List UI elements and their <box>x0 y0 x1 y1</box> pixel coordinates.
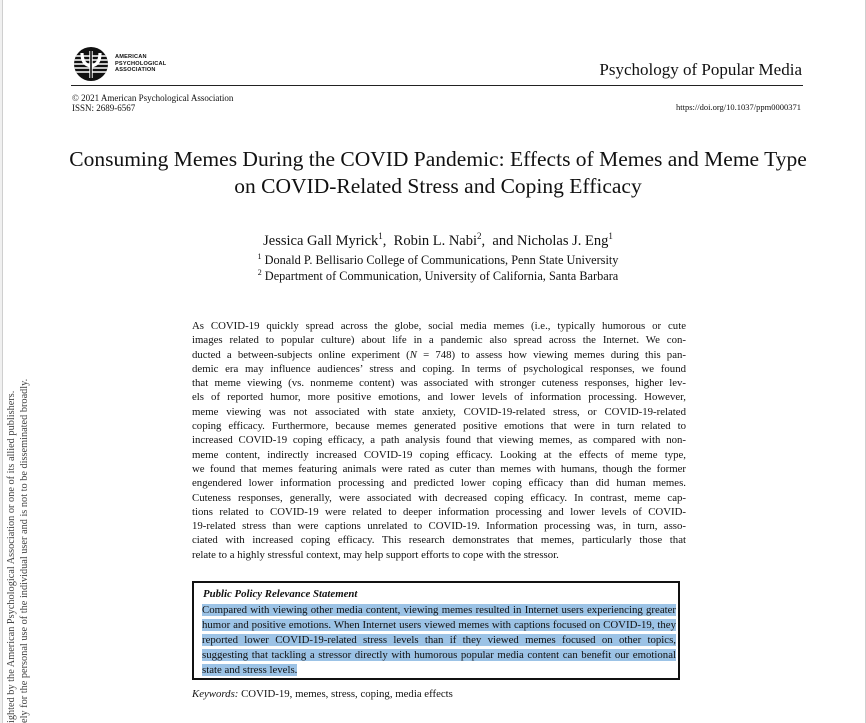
apa-logo <box>73 46 166 82</box>
logo-text-line: PSYCHOLOGICAL <box>115 60 167 67</box>
apa-logo-icon <box>73 46 109 82</box>
logo-text-line: AMERICAN <box>115 54 147 61</box>
logo-text-line: ASSOCIATION <box>115 67 156 74</box>
author-affiliation-marker: 1 <box>378 231 383 241</box>
abstract-line: that meme viewing (vs. nonmeme content) was associated with stronger cuteness responses, higher lev- <box>192 377 686 390</box>
paper-page <box>2 0 866 723</box>
keywords-label: Keywords: <box>192 688 239 700</box>
author-affiliation-marker: 2 <box>477 231 482 241</box>
copyright-line: © 2021 American Psychological Association <box>72 93 234 103</box>
abstract-line: Cuteness responses, generally, were associated with decreased coping efficacy. In contrast, meme cap- <box>192 491 686 504</box>
doi-link[interactable]: https://doi.org/10.1037/ppm0000371 <box>676 102 801 112</box>
abstract-line: demic era may influence audiences’ stress and coping. In terms of psychological responses, we found <box>192 362 686 375</box>
affiliation <box>63 268 813 284</box>
affiliation <box>63 252 813 268</box>
copyright-side-notice <box>5 379 31 723</box>
selected-text[interactable]: Compared with viewing other media content, viewing memes resulted in Internet users experiencing greater humor and positive emotions. When Internet users viewed memes with captions focused on COVID-19, they reported lower COVID-19-related stress levels than if they viewed memes focused on other topics, suggesting that tackling a stressor directly with humorous popular media content can benefit our emotional state and stress levels. <box>202 604 676 676</box>
abstract-line: As COVID-19 quickly spread across the globe, social media memes (i.e., typically humorous or cute <box>192 320 686 332</box>
header-divider <box>71 85 803 86</box>
abstract <box>192 319 686 562</box>
issn-line: ISSN: 2689-6567 <box>72 103 136 113</box>
author-separator: , <box>382 233 394 249</box>
abstract-line: engendered lower information processing and predicted lower coping efficacy than did human memes. <box>192 477 686 490</box>
abstract-line: meme viewing was not associated with state anxiety, COVID-19-related stress, or COVID-19-related <box>192 405 686 418</box>
public-policy-relevance-box <box>192 581 680 680</box>
abstract-line: meme content, indirectly increased COVID-19 coping efficacy. Looking at the effects of meme type, <box>192 448 686 461</box>
side-notice-line: ely for the personal use of the individual user and is not to be disseminated broadly. <box>19 378 30 723</box>
apa-logo-wordmark <box>115 54 166 73</box>
keywords-list: COVID-19, memes, stress, coping, media effects <box>241 688 453 700</box>
abstract-line: images related to popular culture) about life in a pandemic also spread across the Internet. We con- <box>192 334 686 347</box>
copyright-block <box>72 93 233 113</box>
affiliation-text: Department of Communication, University of California, Santa Barbara <box>261 269 619 283</box>
keywords <box>192 688 453 700</box>
abstract-line: coping efficacy. Furthermore, because memes generated positive emotions that were in turn related to <box>192 420 686 433</box>
abstract-line: ducted a between-subjects online experiment (N = 748) to assess how viewing memes during this pan- <box>192 348 686 361</box>
author-name: Jessica Gall Myrick <box>263 233 379 249</box>
side-notice-line: ighted by the American Psychological Association or one of its allied publishers. <box>6 390 17 723</box>
relevance-title: Public Policy Relevance Statement <box>203 588 358 600</box>
author-name: Robin L. Nabi <box>393 233 478 249</box>
abstract-line: tions related to COVID-19 were related to deeper information processing and lower levels of COVID- <box>192 505 686 518</box>
relevance-statement[interactable] <box>202 603 676 678</box>
abstract-line: increased COVID-19 coping efficacy, a path analysis found that viewing memes, as compared with non- <box>192 434 686 447</box>
abstract-line: relate to a highly stressful context, may help support efforts to cope with the stressor. <box>192 548 559 561</box>
affiliation-list <box>63 252 813 284</box>
author-list <box>63 232 813 250</box>
abstract-line: 19-related stress than were captions unrelated to COVID-19. Information processing was, in turn, asso- <box>192 520 686 533</box>
abstract-line: we found that memes featuring animals were rated as cuter than memes with humans, though the former <box>192 462 686 475</box>
affiliation-number: 1 <box>257 252 262 261</box>
abstract-line: els of reported humor, more positive emotions, and lower levels of information processing. However, <box>192 391 686 404</box>
author-name: and Nicholas J. Eng <box>492 233 609 249</box>
article-title: Consuming Memes During the COVID Pandemic: Effects of Memes and Meme Type on COVID-Related Stress and Coping Efficacy <box>69 147 807 198</box>
abstract-line: ciated with increased coping efficacy. This research demonstrates that memes, particularly those that <box>192 534 686 547</box>
journal-name: Psychology of Popular Media <box>599 60 802 79</box>
affiliation-text: Donald P. Bellisario College of Communications, Penn State University <box>261 253 619 267</box>
author-affiliation-marker: 1 <box>608 231 613 241</box>
author-separator: , <box>481 233 493 249</box>
affiliation-number: 2 <box>257 268 262 277</box>
